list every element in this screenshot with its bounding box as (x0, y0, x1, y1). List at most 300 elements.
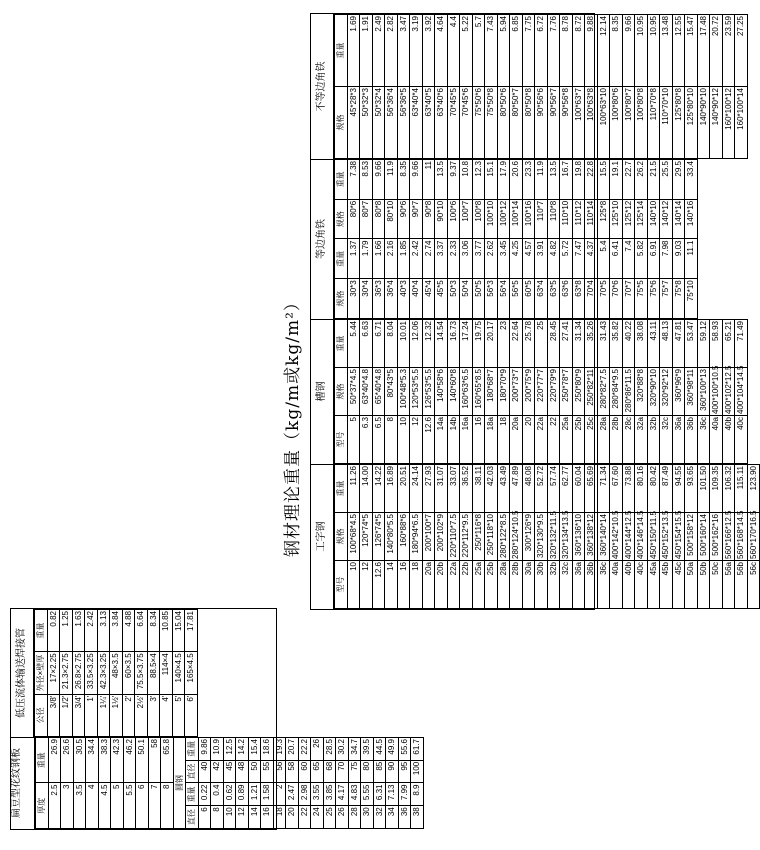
equal-angle-cell: 5.82 (635, 239, 648, 279)
ibeam-cell: 50b (697, 561, 710, 609)
equal-angle-cell: 23.3 (522, 160, 535, 200)
equal-angle-cell: 110*7 (535, 199, 548, 239)
channel-row (397, 320, 410, 464)
channel-row (422, 320, 435, 464)
channel-cell: 6.63 (360, 320, 373, 368)
flat-tread-row (111, 738, 124, 829)
equal-angle-cell: 63*6 (560, 279, 573, 319)
round-steel-cell: 7.13 (386, 783, 399, 806)
unequal-angle-cell: 160*100*14 (735, 87, 748, 159)
flat-tread-cell: 4 (86, 783, 99, 829)
channel-cell: 12.32 (422, 320, 435, 368)
round-steel-cell: 4.17 (336, 783, 349, 806)
channel-cell: 36b (685, 416, 698, 464)
equal-angle-cell: 11.9 (385, 160, 398, 200)
round-steel-cell: 34 (386, 806, 399, 829)
channel-header-cell: 规格 (335, 368, 348, 416)
unequal-angle-cell: 90*56*7 (547, 87, 560, 159)
ibeam-cell: 200*102*9 (435, 513, 448, 561)
round-steel-cell: 12 (236, 806, 249, 829)
flat-tread-header-cell: 厚度 (36, 783, 49, 829)
equal-angle-cell: 2.74 (422, 239, 435, 279)
ibeam-cell: 25a (472, 561, 485, 609)
channel-cell: 16a (460, 416, 473, 464)
equal-angle-cell: 19.8 (572, 160, 585, 200)
pipe-cell: 48×3.5 (110, 652, 123, 694)
channel-cell: 400*100*10.5 (711, 365, 721, 414)
equal-angle-cell: 3.06 (460, 239, 473, 279)
equal-angle-cell: 30*3 (347, 279, 360, 319)
equal-angle-row (435, 160, 448, 319)
pipe-header-row (35, 610, 48, 737)
equal-angle-cell: 75*10 (685, 279, 698, 319)
ibeam-row (697, 465, 710, 609)
ibeam-cell: 52.72 (535, 465, 548, 513)
pipe-cell: 15.04 (172, 610, 185, 652)
equal-angle-cell: 9.37 (447, 160, 460, 200)
channel-row (497, 320, 510, 464)
unequal-angle-cell: 10.95 (647, 15, 660, 87)
ibeam-row (660, 465, 673, 609)
equal-angle-cell: 19.1 (610, 160, 623, 200)
flat-tread-row (61, 738, 74, 829)
unequal-angle-row (397, 15, 410, 159)
pipe-cell: 165×4.5 (185, 652, 198, 694)
pipe-cell: 114×4 (160, 652, 173, 694)
ibeam-cell: 180*94*6.5 (410, 513, 423, 561)
ibeam-row (585, 465, 598, 609)
channel-cell: 28.45 (547, 320, 560, 368)
round-steel-cell: 18 (273, 806, 286, 829)
channel-cell: 280*84*9.5 (610, 368, 623, 416)
unequal-angle-cell: 5.7 (472, 15, 485, 87)
unequal-angle-cell: 8.72 (572, 15, 585, 87)
equal-angle-cell: 125*12 (622, 199, 635, 239)
unequal-angle-cell: 1.91 (360, 15, 373, 87)
equal-angle-cell: 110*8 (547, 199, 560, 239)
channel-caption: 槽钢 (311, 319, 334, 464)
equal-angle-cell: 125*8 (597, 199, 610, 239)
channel-cell: 14.54 (435, 320, 448, 368)
unequal-angle-row (710, 15, 723, 159)
channel-cell: 40b (722, 416, 735, 464)
round-steel-cell: 75 (348, 760, 361, 783)
ibeam-cell: 100*68*4.5 (347, 513, 360, 561)
equal-angle-cell: 70*5 (597, 279, 610, 319)
round-steel-row (223, 738, 236, 829)
ibeam-cell: 400*146*14.5 (636, 510, 646, 559)
channel-cell: 31.43 (597, 320, 610, 368)
equal-angle-cell: 90*10 (435, 199, 448, 239)
equal-angle-cell: 140*10 (647, 199, 660, 239)
unequal-angle-cell: 125*80*10 (685, 87, 698, 159)
equal-angle-cell: 56*5 (510, 279, 523, 319)
round-steel-header-cell: 重量 (186, 738, 199, 761)
ibeam-cell: 30a (522, 561, 535, 609)
pipe-cell: 8.34 (147, 610, 160, 652)
unequal-angle-cell: 75*50*6 (472, 87, 485, 159)
pipe-cell: 1¼' (97, 694, 110, 736)
unequal-angle-row (422, 15, 435, 159)
channel-row (735, 320, 748, 464)
unequal-angle-cell: 10.95 (635, 15, 648, 87)
equal-angle-cell: 140*16 (685, 199, 698, 239)
round-steel-cell: 0.22 (198, 783, 211, 806)
equal-angle-table (310, 158, 696, 320)
equal-angle-cell: 90*8 (422, 199, 435, 239)
round-steel-header-cell: 重量 (186, 783, 199, 806)
equal-angle-cell: 3.37 (435, 239, 448, 279)
ibeam-row (560, 465, 573, 609)
round-steel-row (236, 738, 249, 829)
ibeam-row (385, 465, 398, 609)
unequal-angle-row (372, 15, 385, 159)
round-steel-cell: 10 (223, 806, 236, 829)
ibeam-cell: 12.6 (372, 561, 385, 609)
equal-angle-row (610, 160, 623, 319)
unequal-angle-cell: 3.19 (410, 15, 423, 87)
unequal-angle-cell: 9.88 (585, 15, 598, 87)
round-steel-cell: 56 (273, 760, 286, 783)
round-steel-cell: 26 (336, 806, 349, 829)
equal-angle-cell: 7.4 (622, 239, 635, 279)
ibeam-row (410, 465, 423, 609)
pipe-caption: 低压流体输送焊接管 (11, 609, 34, 737)
unequal-angle-cell: 9.66 (622, 15, 635, 87)
ibeam-cell: 60.04 (572, 465, 585, 513)
channel-cell: 48.13 (660, 320, 673, 368)
ibeam-cell: 56c (747, 561, 760, 609)
unequal-angle-row (460, 15, 473, 159)
round-steel-cell: 3.85 (323, 783, 336, 806)
equal-angle-cell: 17.9 (497, 160, 510, 200)
ibeam-cell: 20.51 (397, 465, 410, 513)
channel-cell: 120*53*5.5 (410, 368, 423, 416)
flat-tread-round-steel-table (10, 736, 422, 830)
ibeam-cell: 320*132*11.5 (548, 511, 558, 559)
channel-cell: 320*90*10 (647, 368, 660, 416)
channel-table (310, 318, 746, 465)
ibeam-cell: 94.55 (672, 465, 685, 513)
unequal-angle-cell: 90*56*8 (560, 87, 573, 159)
round-steel-cell: 10.9 (211, 738, 224, 761)
ibeam-cell: 45c (672, 561, 685, 609)
equal-angle-cell: 63*5 (547, 279, 560, 319)
pipe-row (160, 610, 173, 737)
channel-cell: 220*77*7 (535, 368, 548, 416)
channel-row (485, 320, 498, 464)
unequal-angle-cell: 5.94 (497, 15, 510, 87)
equal-angle-cell: 50*5 (472, 279, 485, 319)
round-steel-cell: 68 (323, 760, 336, 783)
unequal-angle-cell: 12.55 (672, 15, 685, 87)
round-steel-header-cell: 直径 (186, 760, 199, 783)
pipe-row (135, 610, 148, 737)
equal-angle-row (585, 160, 598, 319)
channel-cell: 360*96*9 (672, 368, 685, 416)
channel-cell: 20 (522, 416, 535, 464)
equal-angle-cell: 33.4 (685, 160, 698, 200)
equal-angle-cell: 50*4 (460, 279, 473, 319)
round-steel-row (248, 738, 261, 829)
unequal-angle-cell: 6.85 (510, 15, 523, 87)
channel-cell: 200*75*9 (522, 368, 535, 416)
pipe-cell: 3/8' (47, 694, 60, 736)
unequal-angle-row (410, 15, 423, 159)
ibeam-row (572, 465, 585, 609)
ibeam-row (610, 465, 623, 609)
ibeam-cell: 140*80*5.5 (385, 513, 398, 561)
round-steel-cell: 18.6 (261, 738, 274, 761)
round-steel-cell: 7.99 (398, 783, 411, 806)
channel-cell: 10.01 (397, 320, 410, 368)
ibeam-cell: 32b (547, 561, 560, 609)
ibeam-row (372, 465, 385, 609)
channel-row (610, 320, 623, 464)
ibeam-cell: 45b (660, 561, 673, 609)
unequal-angle-cell: 100*80*8 (635, 87, 648, 159)
round-steel-row (411, 738, 424, 829)
equal-angle-cell: 110*10 (560, 199, 573, 239)
channel-cell: 12 (410, 416, 423, 464)
equal-angle-row (447, 160, 460, 319)
channel-row (585, 320, 598, 464)
channel-row (535, 320, 548, 464)
equal-angle-cell: 90*7 (410, 199, 423, 239)
ibeam-cell: 360*140*14 (597, 513, 610, 561)
round-steel-row (261, 738, 274, 829)
ibeam-cell: 106.32 (722, 465, 735, 513)
ibeam-row (460, 465, 473, 609)
equal-angle-cell: 7.38 (347, 160, 360, 200)
ibeam-cell: 87.49 (660, 465, 673, 513)
channel-cell: 16 (472, 416, 485, 464)
round-steel-row (373, 738, 386, 829)
round-steel-cell: 12.5 (223, 738, 236, 761)
ibeam-cell: 36.52 (460, 465, 473, 513)
equal-angle-cell: 4.25 (510, 239, 523, 279)
channel-cell: 18 (497, 416, 510, 464)
unequal-angle-cell: 23.59 (722, 15, 735, 87)
ibeam-row (622, 465, 635, 609)
round-steel-cell: 28 (348, 806, 361, 829)
round-steel-cell: 30.2 (336, 738, 349, 761)
ibeam-cell: 400*142*10.5 (611, 510, 621, 559)
flat-tread-row (123, 738, 136, 829)
round-steel-cell: 36 (398, 806, 411, 829)
round-steel-cell: 70 (336, 760, 349, 783)
equal-angle-cell: 7.98 (660, 239, 673, 279)
pipe-cell: 3.13 (97, 610, 110, 652)
equal-angle-header-cell: 重量 (335, 160, 348, 200)
pipe-cell: 3.84 (110, 610, 123, 652)
equal-angle-header-cell: 规格 (335, 279, 348, 319)
round-steel-cell: 22.2 (298, 738, 311, 761)
ibeam-cell: 50c (710, 561, 723, 609)
equal-angle-row (485, 160, 498, 319)
ibeam-cell: 500*162*16 (710, 513, 723, 561)
equal-angle-header-row (335, 160, 348, 319)
channel-row (372, 320, 385, 464)
equal-angle-cell: 9.03 (672, 239, 685, 279)
unequal-angle-cell: 8.78 (560, 15, 573, 87)
equal-angle-cell: 125*10 (610, 199, 623, 239)
ibeam-cell: 400*144*12.5 (623, 510, 633, 559)
pipe-cell: 2½' (135, 694, 148, 736)
ibeam-cell: 80.42 (647, 465, 660, 513)
channel-cell: 400*104*14.5 (736, 365, 746, 414)
unequal-angle-cell: 20.72 (710, 15, 723, 87)
flat-tread-cell: 26.9 (48, 738, 61, 784)
pipe-cell: 2' (122, 694, 135, 736)
flat-tread-cell: 6 (136, 783, 149, 829)
channel-row (722, 320, 735, 464)
pipe-cell: 1½' (110, 694, 123, 736)
round-steel-row (348, 738, 361, 829)
equal-angle-cell: 45*4 (422, 279, 435, 319)
unequal-angle-row (360, 15, 373, 159)
unequal-angle-row (347, 15, 360, 159)
channel-cell: 31.34 (572, 320, 585, 368)
ibeam-cell: 80.16 (635, 465, 648, 513)
pipe-cell: 3/4' (72, 694, 85, 736)
unequal-angle-row (597, 15, 610, 159)
ibeam-row (422, 465, 435, 609)
equal-angle-row (597, 160, 610, 319)
flat-tread-cell: 26.6 (61, 738, 74, 784)
equal-angle-cell: 110*12 (572, 199, 585, 239)
channel-cell: 47.81 (672, 320, 685, 368)
channel-cell: 32c (660, 416, 673, 464)
round-steel-cell: 6.31 (373, 783, 386, 806)
unequal-angle-header-row (335, 15, 348, 159)
equal-angle-row (347, 160, 360, 319)
ibeam-row (547, 465, 560, 609)
channel-header-row (335, 320, 348, 464)
unequal-angle-row (735, 15, 748, 159)
ibeam-cell: 28b (510, 561, 523, 609)
channel-cell: 58.93 (710, 320, 723, 368)
unequal-angle-cell: 100*63*10 (597, 87, 610, 159)
unequal-angle-row (672, 15, 685, 159)
round-steel-caption-row (173, 738, 186, 829)
ibeam-row (747, 465, 760, 609)
equal-angle-cell: 2.33 (447, 239, 460, 279)
channel-cell: 65*40*4.8 (372, 368, 385, 416)
equal-angle-cell: 5.4 (597, 239, 610, 279)
equal-angle-cell: 1.37 (347, 239, 360, 279)
channel-row (547, 320, 560, 464)
pipe-cell: 4.88 (122, 610, 135, 652)
equal-angle-row (422, 160, 435, 319)
round-steel-cell: 48 (236, 760, 249, 783)
ibeam-cell: 56a (722, 561, 735, 609)
round-steel-cell: 50 (248, 760, 261, 783)
equal-angle-row (522, 160, 535, 319)
equal-angle-cell: 8.35 (397, 160, 410, 200)
equal-angle-row (510, 160, 523, 319)
channel-row (360, 320, 373, 464)
equal-angle-row (460, 160, 473, 319)
ibeam-row (360, 465, 373, 609)
channel-row (347, 320, 360, 464)
equal-angle-row (360, 160, 373, 319)
pipe-cell: 1.25 (60, 610, 73, 652)
unequal-angle-cell: 2.82 (385, 15, 398, 87)
equal-angle-cell: 70*4 (585, 279, 598, 319)
channel-cell: 320*92*12 (660, 368, 673, 416)
ibeam-cell: 27.93 (422, 465, 435, 513)
round-steel-row (398, 738, 411, 829)
channel-cell: 160*63*6.5 (460, 368, 473, 416)
ibeam-header-row (335, 465, 348, 609)
round-steel-cell: 2.98 (298, 783, 311, 806)
unequal-angle-row (585, 15, 598, 159)
pipe-cell: 1' (85, 694, 98, 736)
flat-tread-cell: 42.3 (111, 738, 124, 784)
ibeam-cell: 101.50 (697, 465, 710, 513)
ibeam-cell: 36c (597, 561, 610, 609)
ibeam-cell: 320*134*13.5 (561, 510, 571, 559)
unequal-angle-cell: 12.14 (597, 15, 610, 87)
ibeam-cell: 45a (647, 561, 660, 609)
channel-cell: 140*60*8 (447, 368, 460, 416)
pipe-cell: 60×3.5 (122, 652, 135, 694)
round-steel-cell: 45 (223, 760, 236, 783)
ibeam-cell: 36a (572, 561, 585, 609)
unequal-angle-cell: 45*28*3 (347, 87, 360, 159)
channel-cell: 12.06 (410, 320, 423, 368)
flat-tread-cell: 7 (148, 783, 161, 829)
channel-cell: 320*88*8 (635, 368, 648, 416)
ibeam-cell: 31.07 (435, 465, 448, 513)
unequal-angle-cell: 140*90*10 (697, 87, 710, 159)
ibeam-cell: 109.35 (710, 465, 723, 513)
ibeam-cell: 16 (397, 561, 410, 609)
channel-cell: 22 (547, 416, 560, 464)
ibeam-cell: 16.89 (385, 465, 398, 513)
ibeam-cell: 67.60 (610, 465, 623, 513)
unequal-angle-row (497, 15, 510, 159)
ibeam-cell: 450*154*15.5 (673, 510, 683, 559)
channel-cell: 16.73 (447, 320, 460, 368)
equal-angle-row (472, 160, 485, 319)
equal-angle-row (622, 160, 635, 319)
pipe-cell: 6' (185, 694, 198, 736)
ibeam-row (347, 465, 360, 609)
flat-tread-cell: 3.5 (73, 783, 86, 829)
pipe-row (60, 610, 73, 737)
ibeam-cell: 10 (347, 561, 360, 609)
ibeam-cell: 300*126*9 (522, 513, 535, 561)
ibeam-cell: 40a (610, 561, 623, 609)
unequal-angle-cell: 100*63*7 (572, 87, 585, 159)
unequal-angle-cell: 160*100*12 (722, 87, 735, 159)
ibeam-cell: 22a (447, 561, 460, 609)
ibeam-row (597, 465, 610, 609)
round-steel-cell: 20 (286, 806, 299, 829)
ibeam-cell: 38.11 (472, 465, 485, 513)
channel-cell: 22a (535, 416, 548, 464)
equal-angle-cell: 22.7 (622, 160, 635, 200)
equal-angle-cell: 60*5 (522, 279, 535, 319)
unequal-angle-row (647, 15, 660, 159)
round-steel-cell: 55 (261, 760, 274, 783)
equal-angle-cell: 22.8 (585, 160, 598, 200)
ibeam-row (497, 465, 510, 609)
unequal-angle-cell: 7.75 (522, 15, 535, 87)
pipe-row (185, 610, 198, 737)
